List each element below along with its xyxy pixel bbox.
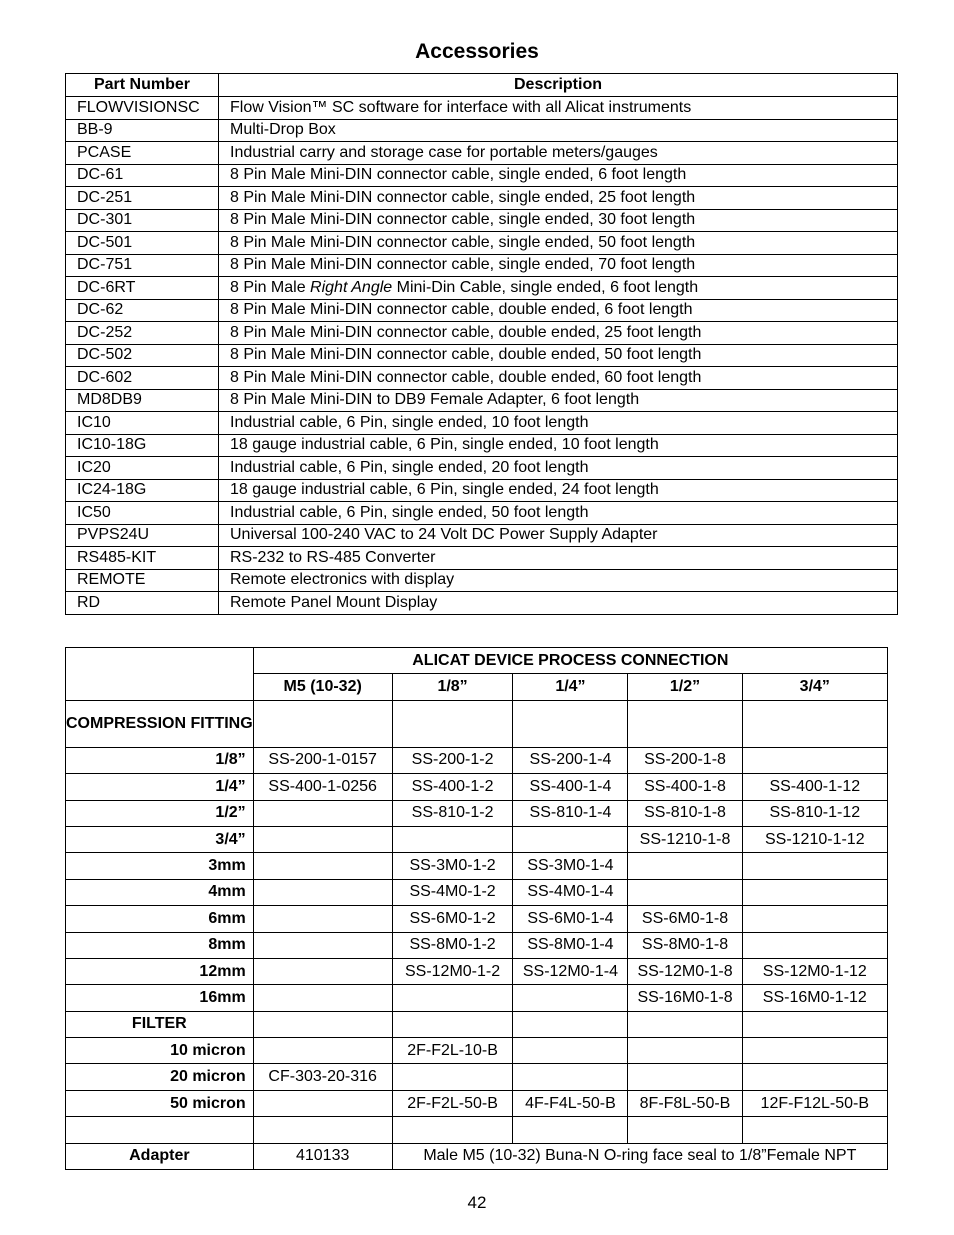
description-text: 8 Pin Male: [230, 278, 311, 296]
fitting-part-cell: [742, 853, 887, 879]
adapter-description-cell: Male M5 (10-32) Buna-N O-ring face seal to 1/8”Female NPT: [392, 1143, 887, 1169]
fitting-part-cell: SS-400-1-2: [392, 774, 513, 800]
fitting-part-cell: SS-1210-1-8: [628, 826, 742, 852]
fitting-part-cell: [253, 958, 392, 984]
table-header-row: [66, 74, 898, 97]
size-label: 20 micron: [66, 1064, 254, 1090]
part-number-cell: IC50: [66, 502, 219, 525]
column-header-part-number: Part Number: [66, 74, 219, 97]
fitting-part-cell: SS-810-1-2: [392, 800, 513, 826]
column-header-description: Description: [219, 74, 898, 97]
fitting-part-cell: [253, 826, 392, 852]
table-row: [66, 1064, 888, 1090]
fitting-part-cell: [253, 800, 392, 826]
table-row: [66, 906, 888, 932]
blank-row: [66, 1117, 888, 1143]
description-cell: Flow Vision™ SC software for interface with all Alicat instruments: [219, 97, 898, 120]
accessories-table: [65, 73, 898, 615]
table-row: [66, 344, 898, 367]
table-row: [66, 524, 898, 547]
part-number-cell: DC-502: [66, 344, 219, 367]
fitting-part-cell: SS-200-1-8: [628, 747, 742, 773]
empty-cell: [66, 1117, 254, 1143]
table-row: [66, 826, 888, 852]
filter-label: FILTER: [66, 1011, 254, 1037]
description-cell: RS-232 to RS-485 Converter: [219, 547, 898, 570]
fitting-part-cell: [513, 1038, 628, 1064]
fitting-part-cell: SS-8M0-1-2: [392, 932, 513, 958]
description-cell: Industrial carry and storage case for portable meters/gauges: [219, 142, 898, 165]
fitting-part-cell: [253, 1090, 392, 1116]
column-header-1-8: 1/8”: [392, 674, 513, 700]
description-cell: 8 Pin Male Mini-DIN connector cable, single ended, 30 foot length: [219, 209, 898, 232]
size-label: 50 micron: [66, 1090, 254, 1116]
table-row: [66, 1038, 888, 1064]
group-header-row: [66, 648, 888, 674]
table-row: [66, 164, 898, 187]
table-row: [66, 389, 898, 412]
fitting-part-cell: SS-6M0-1-8: [628, 906, 742, 932]
fitting-part-cell: [392, 1064, 513, 1090]
description-cell: 8 Pin Male Mini-DIN connector cable, double ended, 25 foot length: [219, 322, 898, 345]
fitting-part-cell: SS-200-1-2: [392, 747, 513, 773]
fitting-part-cell: SS-810-1-4: [513, 800, 628, 826]
part-number-cell: IC10-18G: [66, 434, 219, 457]
filter-row: [66, 1011, 888, 1037]
table-row: [66, 97, 898, 120]
accessories-table-body: [66, 97, 898, 615]
fitting-part-cell: [253, 906, 392, 932]
empty-cell: [742, 1011, 887, 1037]
fitting-part-cell: SS-810-1-12: [742, 800, 887, 826]
fitting-part-cell: SS-8M0-1-4: [513, 932, 628, 958]
fitting-part-cell: SS-810-1-8: [628, 800, 742, 826]
adapter-row: [66, 1143, 888, 1169]
empty-cell: [628, 1011, 742, 1037]
part-number-cell: DC-252: [66, 322, 219, 345]
description-cell: Remote electronics with display: [219, 569, 898, 592]
table-row: [66, 187, 898, 210]
fittings-table-body: [66, 648, 888, 1170]
empty-cell: [392, 1011, 513, 1037]
table-row: [66, 569, 898, 592]
fitting-part-cell: SS-12M0-1-12: [742, 958, 887, 984]
adapter-label: Adapter: [66, 1143, 254, 1169]
fitting-part-cell: SS-16M0-1-12: [742, 985, 887, 1011]
empty-cell: [628, 700, 742, 747]
size-label: 3mm: [66, 853, 254, 879]
column-header-1-2: 1/2”: [628, 674, 742, 700]
description-text: Mini-Din Cable, single ended, 6 foot length: [392, 278, 699, 296]
fitting-part-cell: 8F-F8L-50-B: [628, 1090, 742, 1116]
part-number-cell: REMOTE: [66, 569, 219, 592]
fitting-part-cell: [628, 1038, 742, 1064]
table-row: [66, 800, 888, 826]
table-row: [66, 322, 898, 345]
fitting-part-cell: SS-1210-1-12: [742, 826, 887, 852]
column-header-3-4: 3/4”: [742, 674, 887, 700]
process-connection-header: ALICAT DEVICE PROCESS CONNECTION: [253, 648, 887, 674]
part-number-cell: PVPS24U: [66, 524, 219, 547]
empty-cell: [628, 1117, 742, 1143]
fitting-part-cell: [628, 853, 742, 879]
fitting-part-cell: SS-16M0-1-8: [628, 985, 742, 1011]
fitting-part-cell: [253, 985, 392, 1011]
description-cell: 8 Pin Male Mini-DIN connector cable, single ended, 70 foot length: [219, 254, 898, 277]
table-row: [66, 879, 888, 905]
compression-fitting-row: [66, 700, 888, 747]
part-number-cell: BB-9: [66, 119, 219, 142]
size-label: 8mm: [66, 932, 254, 958]
fitting-part-cell: 2F-F2L-50-B: [392, 1090, 513, 1116]
fitting-part-cell: SS-400-1-8: [628, 774, 742, 800]
fitting-part-cell: SS-400-1-4: [513, 774, 628, 800]
adapter-part-cell: 410133: [253, 1143, 392, 1169]
page-title: Accessories: [415, 40, 539, 63]
empty-cell: [253, 1011, 392, 1037]
fitting-part-cell: SS-12M0-1-2: [392, 958, 513, 984]
fitting-part-cell: [513, 985, 628, 1011]
fitting-part-cell: SS-12M0-1-4: [513, 958, 628, 984]
fitting-part-cell: [253, 879, 392, 905]
size-label: 10 micron: [66, 1038, 254, 1064]
part-number-cell: PCASE: [66, 142, 219, 165]
fitting-part-cell: [253, 853, 392, 879]
description-cell: 8 Pin Male Mini-DIN connector cable, double ended, 50 foot length: [219, 344, 898, 367]
fitting-part-cell: [628, 1064, 742, 1090]
part-number-cell: RD: [66, 592, 219, 615]
fitting-part-cell: SS-400-1-12: [742, 774, 887, 800]
fitting-part-cell: [742, 747, 887, 773]
fitting-part-cell: [628, 879, 742, 905]
fitting-part-cell: CF-303-20-316: [253, 1064, 392, 1090]
fitting-part-cell: 4F-F4L-50-B: [513, 1090, 628, 1116]
fitting-part-cell: 12F-F12L-50-B: [742, 1090, 887, 1116]
fitting-part-cell: [513, 826, 628, 852]
fittings-table: [65, 647, 888, 1170]
part-number-cell: FLOWVISIONSC: [66, 97, 219, 120]
table-row: [66, 232, 898, 255]
fitting-part-cell: [253, 932, 392, 958]
fitting-part-cell: [513, 1064, 628, 1090]
size-label: 1/8”: [66, 747, 254, 773]
fitting-part-cell: SS-12M0-1-8: [628, 958, 742, 984]
fitting-part-cell: [742, 1064, 887, 1090]
description-cell: Universal 100-240 VAC to 24 Volt DC Power Supply Adapter: [219, 524, 898, 547]
table-row: [66, 853, 888, 879]
description-cell: 8 Pin Male Mini-DIN connector cable, single ended, 50 foot length: [219, 232, 898, 255]
fitting-part-cell: [742, 906, 887, 932]
part-number-cell: MD8DB9: [66, 389, 219, 412]
part-number-cell: DC-6RT: [66, 277, 219, 300]
fitting-part-cell: SS-200-1-0157: [253, 747, 392, 773]
part-number-cell: IC10: [66, 412, 219, 435]
fitting-part-cell: 2F-F2L-10-B: [392, 1038, 513, 1064]
description-cell: Remote Panel Mount Display: [219, 592, 898, 615]
table-row: [66, 932, 888, 958]
table-row: [66, 479, 898, 502]
description-cell: 8 Pin Male Mini-DIN connector cable, single ended, 6 foot length: [219, 164, 898, 187]
table-row: [66, 547, 898, 570]
table-row: [66, 434, 898, 457]
size-label: 12mm: [66, 958, 254, 984]
description-cell: 18 gauge industrial cable, 6 Pin, single ended, 24 foot length: [219, 479, 898, 502]
part-number-cell: RS485-KIT: [66, 547, 219, 570]
empty-cell: [742, 1117, 887, 1143]
fitting-part-cell: SS-3M0-1-2: [392, 853, 513, 879]
table-row: [66, 958, 888, 984]
fitting-part-cell: [392, 985, 513, 1011]
table-row: [66, 502, 898, 525]
fitting-part-cell: SS-4M0-1-2: [392, 879, 513, 905]
fitting-part-cell: SS-4M0-1-4: [513, 879, 628, 905]
size-label: 1/2”: [66, 800, 254, 826]
description-cell: Industrial cable, 6 Pin, single ended, 50 foot length: [219, 502, 898, 525]
table-row: [66, 985, 888, 1011]
description-cell: Industrial cable, 6 Pin, single ended, 10 foot length: [219, 412, 898, 435]
size-label: 6mm: [66, 906, 254, 932]
fitting-part-cell: SS-6M0-1-4: [513, 906, 628, 932]
part-number-cell: DC-751: [66, 254, 219, 277]
fitting-part-cell: SS-8M0-1-8: [628, 932, 742, 958]
fitting-part-cell: [392, 826, 513, 852]
compression-fitting-label: COMPRESSION FITTING: [66, 700, 254, 747]
column-header-m5: M5 (10-32): [253, 674, 392, 700]
description-cell: Multi-Drop Box: [219, 119, 898, 142]
table-row: [66, 254, 898, 277]
empty-cell: [392, 1117, 513, 1143]
size-label: 4mm: [66, 879, 254, 905]
part-number-cell: DC-251: [66, 187, 219, 210]
description-cell: [219, 277, 898, 300]
empty-cell: [513, 700, 628, 747]
size-label: 1/4”: [66, 774, 254, 800]
table-row: [66, 412, 898, 435]
column-header-1-4: 1/4”: [513, 674, 628, 700]
description-cell: 8 Pin Male Mini-DIN connector cable, single ended, 25 foot length: [219, 187, 898, 210]
fitting-part-cell: [742, 879, 887, 905]
table-row: [66, 774, 888, 800]
fitting-part-cell: [742, 932, 887, 958]
table-row: [66, 277, 898, 300]
fitting-part-cell: [742, 1038, 887, 1064]
table-row: [66, 142, 898, 165]
fitting-part-cell: SS-400-1-0256: [253, 774, 392, 800]
part-number-cell: DC-61: [66, 164, 219, 187]
description-cell: Industrial cable, 6 Pin, single ended, 20 foot length: [219, 457, 898, 480]
size-label: 3/4”: [66, 826, 254, 852]
empty-cell: [742, 700, 887, 747]
table-row: [66, 1090, 888, 1116]
part-number-cell: DC-301: [66, 209, 219, 232]
empty-cell: [253, 700, 392, 747]
table-row: [66, 457, 898, 480]
table-row: [66, 299, 898, 322]
fitting-part-cell: SS-6M0-1-2: [392, 906, 513, 932]
description-emphasis: Right Angle: [310, 278, 393, 296]
part-number-cell: IC24-18G: [66, 479, 219, 502]
part-number-cell: DC-602: [66, 367, 219, 390]
table-row: [66, 367, 898, 390]
page-number: 42: [467, 1193, 487, 1212]
fitting-part-cell: SS-3M0-1-4: [513, 853, 628, 879]
table-row: [66, 592, 898, 615]
empty-cell: [513, 1117, 628, 1143]
empty-cell: [392, 700, 513, 747]
table-row: [66, 119, 898, 142]
fitting-part-cell: [253, 1038, 392, 1064]
table-row: [66, 209, 898, 232]
empty-cell: [253, 1117, 392, 1143]
description-cell: 8 Pin Male Mini-DIN to DB9 Female Adapter, 6 foot length: [219, 389, 898, 412]
empty-cell: [513, 1011, 628, 1037]
part-number-cell: IC20: [66, 457, 219, 480]
description-cell: 8 Pin Male Mini-DIN connector cable, double ended, 60 foot length: [219, 367, 898, 390]
table-row: [66, 747, 888, 773]
corner-cell: [66, 648, 254, 701]
part-number-cell: DC-62: [66, 299, 219, 322]
fitting-part-cell: SS-200-1-4: [513, 747, 628, 773]
description-cell: 8 Pin Male Mini-DIN connector cable, double ended, 6 foot length: [219, 299, 898, 322]
size-label: 16mm: [66, 985, 254, 1011]
description-cell: 18 gauge industrial cable, 6 Pin, single ended, 10 foot length: [219, 434, 898, 457]
part-number-cell: DC-501: [66, 232, 219, 255]
